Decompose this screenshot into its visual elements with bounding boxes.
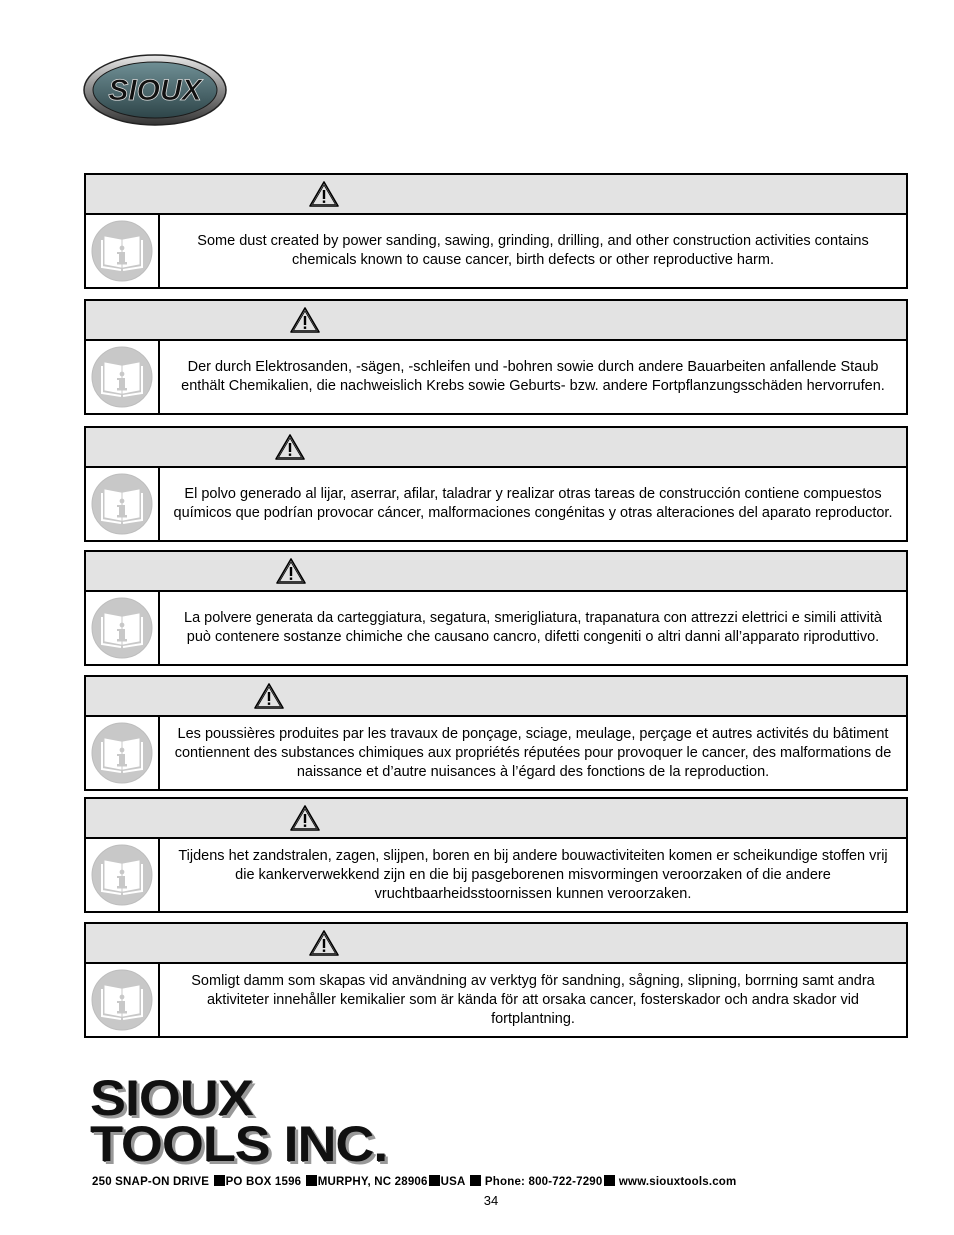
page-number: 34 xyxy=(483,1193,499,1208)
warning-body xyxy=(86,341,906,413)
warning-body xyxy=(86,468,906,540)
brand-line-1: SIOUX xyxy=(90,1070,253,1126)
warning-header xyxy=(86,677,906,717)
info-book-icon xyxy=(86,215,160,287)
address-street: 250 SNAP-ON DRIVE xyxy=(92,1176,210,1188)
separator-square xyxy=(470,1175,481,1186)
warning-header xyxy=(86,175,906,215)
warning-body xyxy=(86,717,906,789)
warning-block xyxy=(84,173,908,289)
warning-body xyxy=(86,215,906,287)
warning-block xyxy=(84,299,908,415)
info-book-icon xyxy=(86,341,160,413)
warning-text: Some dust created by power sanding, sawing, grinding, drilling, and other construction activities contains chemicals known to cause cancer, birth defects or other reproductive harm. xyxy=(197,233,869,268)
warning-block xyxy=(84,550,908,666)
warning-header xyxy=(86,552,906,592)
warning-block xyxy=(84,797,908,913)
address-website[interactable]: www.siouxtools.com xyxy=(618,1176,737,1188)
warning-header xyxy=(86,924,906,964)
address-city: MURPHY, NC 28906 xyxy=(317,1176,428,1188)
warning-text: Les poussières produites par les travaux de ponçage, sciage, meulage, perçage et autres activités du bâtiment contiennent des substances chimiques aux propriétés réputées pour provoquer le cancer, des malformations de naissance et d’autre nuisances à l’égard des fonctions de la reproduction. xyxy=(174,725,892,780)
address-line xyxy=(92,1175,736,1188)
info-book-icon xyxy=(86,839,160,911)
separator-square xyxy=(604,1175,615,1186)
brand-wordmark xyxy=(90,1070,388,1172)
warning-text: Somligt damm som skapas vid användning av verktyg för sandning, sågning, slipning, borrning samt andra aktiviteter innehåller kemikalier som är kända för att orsaka cancer, fosterskador och andra skador vid fortplantning. xyxy=(191,972,875,1027)
warning-text: La polvere generata da carteggiatura, segatura, smerigliatura, trapanatura con attrezzi elettrici e simili attività può contenere sostanze chimiche che causano cancro, difetti congeniti o altri danni all’apparato riproduttivo. xyxy=(184,610,882,645)
warning-text: El polvo generado al lijar, aserrar, afilar, taladrar y realizar otras tareas de construcción contiene compuestos químicos que podrían provocar cáncer, malformaciones congénitas y otras alteraciones del aparato reproductor. xyxy=(173,486,893,521)
info-book-icon xyxy=(86,964,160,1036)
warning-body xyxy=(86,839,906,911)
logo-text: SIOUX xyxy=(108,74,202,107)
warning-block xyxy=(84,922,908,1038)
address-country: USA xyxy=(440,1176,466,1188)
info-book-icon xyxy=(86,717,160,789)
warning-body xyxy=(86,964,906,1036)
separator-square xyxy=(306,1175,317,1186)
warning-text: Tijdens het zandstralen, zagen, slijpen, boren en bij andere bouwactiviteiten komen er scheikundige stoffen vrij die kankerverwekkend zijn en die bij pasgeborenen misvormingen veroorzaken of die andere vruchtbaarheidsstoornissen kunnen veroorzaken. xyxy=(178,847,888,902)
address-phone: Phone: 800-722-7290 xyxy=(484,1176,603,1188)
separator-square xyxy=(214,1175,225,1186)
warning-block xyxy=(84,426,908,542)
separator-square xyxy=(429,1175,440,1186)
warning-body xyxy=(86,592,906,664)
address-pobox: PO BOX 1596 xyxy=(225,1176,302,1188)
warning-header xyxy=(86,799,906,839)
info-book-icon xyxy=(86,468,160,540)
warning-header xyxy=(86,428,906,468)
brand-line-2: TOOLS INC. xyxy=(90,1116,388,1172)
warning-header xyxy=(86,301,906,341)
sioux-logo xyxy=(82,52,228,128)
info-book-icon xyxy=(86,592,160,664)
warning-block xyxy=(84,675,908,791)
warning-text: Der durch Elektrosanden, -sägen, -schleifen und -bohren sowie durch andere Bauarbeiten anfallende Staub enthält Chemikalien, die nachweislich Krebs sowie Geburts- bzw. andere Fortpflanzungsschäden hervorrufen. xyxy=(181,359,885,394)
